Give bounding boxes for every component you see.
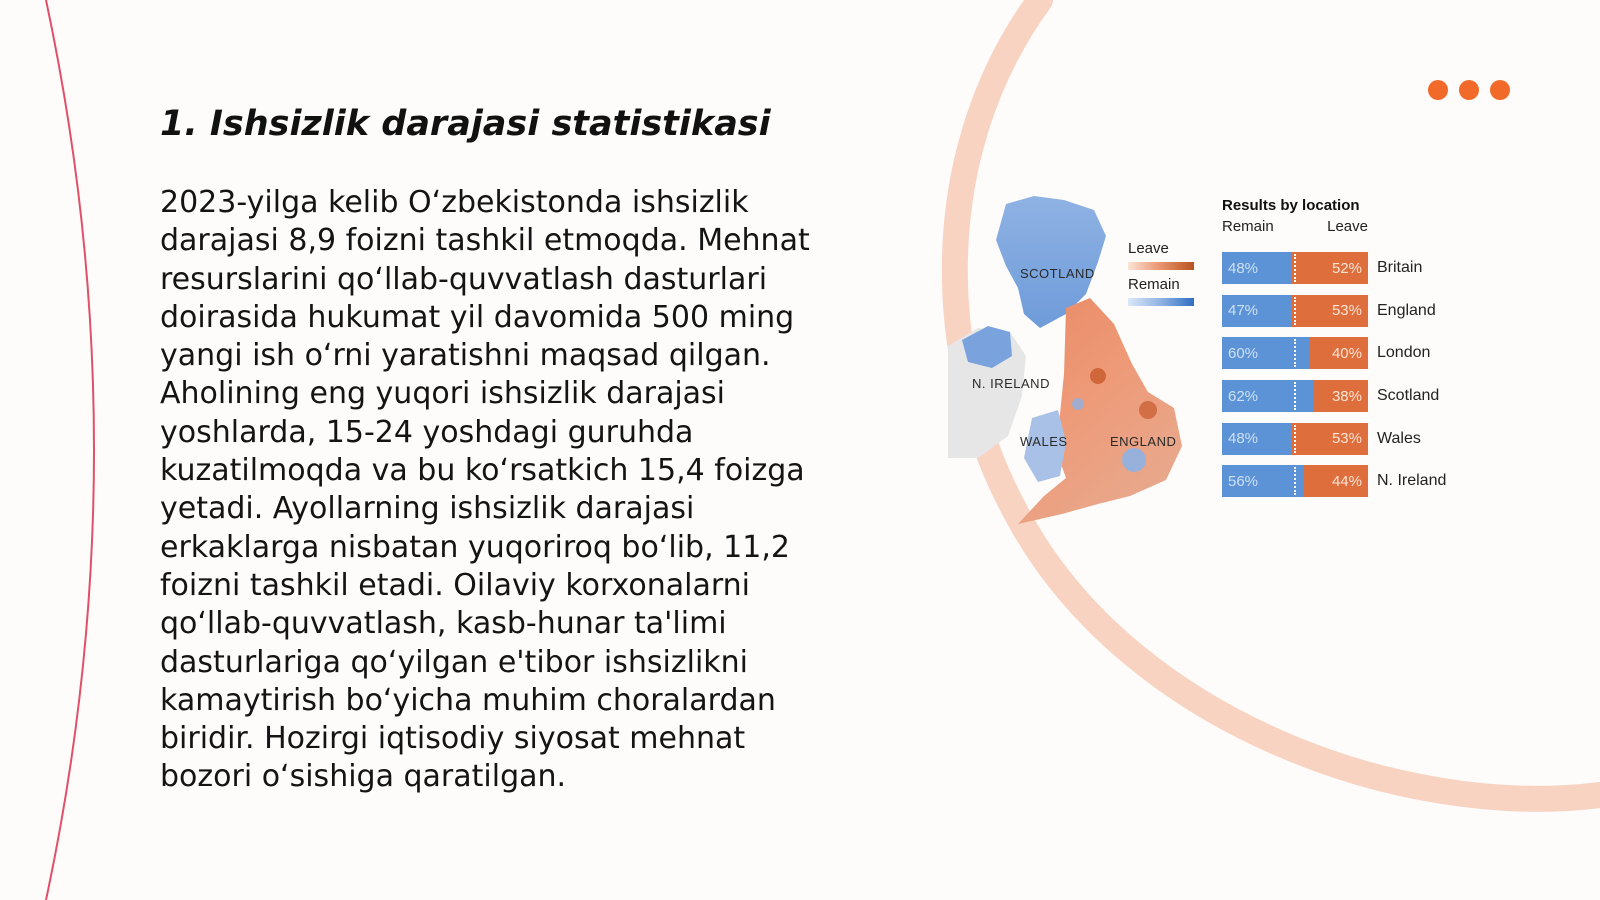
legend-leave-label: Leave (1128, 240, 1169, 257)
leave-segment: 38% (1313, 380, 1368, 412)
remain-segment: 47% (1222, 295, 1291, 327)
result-bar (1222, 380, 1368, 412)
remain-segment: 48% (1222, 423, 1291, 455)
leave-segment: 40% (1310, 337, 1368, 369)
slide-title: 1. Ishsizlik darajasi statistikasi (160, 104, 771, 144)
legend-remain-label: Remain (1128, 276, 1180, 293)
result-bar (1222, 337, 1368, 369)
dot (1490, 80, 1510, 100)
map-label-n-ireland: N. IRELAND (972, 376, 1050, 391)
location-label: London (1377, 344, 1431, 362)
dot (1428, 80, 1448, 100)
results-rows (1222, 252, 1472, 497)
remain-segment: 48% (1222, 252, 1292, 284)
result-row (1222, 252, 1472, 284)
legend-remain-scale (1128, 298, 1194, 306)
legend-leave-scale (1128, 262, 1194, 270)
result-bar (1222, 465, 1368, 497)
fifty-percent-line (1294, 339, 1296, 367)
result-bar (1222, 423, 1368, 455)
location-label: N. Ireland (1377, 472, 1447, 490)
location-label: Wales (1377, 429, 1421, 447)
leave-segment: 53% (1291, 423, 1368, 455)
fifty-percent-line (1294, 467, 1296, 495)
leave-segment: 53% (1291, 295, 1368, 327)
result-row (1222, 423, 1472, 455)
remain-header: Remain (1222, 218, 1274, 235)
remain-segment: 60% (1222, 337, 1310, 369)
location-label: England (1377, 301, 1436, 319)
dot (1459, 80, 1479, 100)
result-row (1222, 295, 1472, 327)
result-row (1222, 380, 1472, 412)
fifty-percent-line (1294, 297, 1296, 325)
slide-body-text: 2023-yilga kelib O‘zbekistonda ishsizlik darajasi 8,9 foizni tashkil etmoqda. Mehnat resurslarini qo‘llab-quvvatlash dasturlari doirasida hukumat yil davomida 500 ming yangi ish o‘rni yaratishni maqsad qilgan. Aholining eng yuqori ishsizlik darajasi yoshlarda, 15-24 yoshdagi guruhda kuzatilmoqda va bu ko‘rsatkich 15,4 foizga yetadi. Ayollarning ishsizlik darajasi erkaklarga nisbatan yuqoriroq bo‘lib, 11,2 foizni tashkil etadi. Oilaviy korxonalarni qo‘llab-quvvatlash, kasb-hunar ta'limi dasturlariga qo‘yilgan e'tibor ishsizlikni kamaytirish bo‘yicha muhim choralardan biridir. Hozirgi iqtisodiy siyosat mehnat bozori o‘sishiga qaratilgan. (160, 185, 810, 795)
results-title: Results by location (1222, 197, 1360, 214)
left-frame-curve (46, 0, 94, 900)
location-label: Britain (1377, 259, 1423, 276)
leave-segment: 52% (1292, 252, 1368, 284)
results-by-location (1222, 196, 1472, 508)
fifty-percent-line (1294, 382, 1296, 410)
leave-header: Leave (1327, 218, 1368, 235)
result-bar (1222, 252, 1368, 284)
map-label-wales: WALES (1020, 434, 1068, 449)
result-row (1222, 465, 1472, 497)
leave-segment: 44% (1304, 465, 1368, 497)
brexit-results-figure (948, 196, 1488, 536)
england-shape (1018, 298, 1182, 524)
remain-segment: 56% (1222, 465, 1304, 497)
location-label: Scotland (1377, 387, 1440, 405)
remain-segment: 62% (1222, 380, 1313, 412)
result-bar (1222, 295, 1368, 327)
result-row (1222, 337, 1472, 369)
fifty-percent-line (1294, 425, 1296, 453)
map-label-england: ENGLAND (1110, 434, 1177, 449)
results-header (1222, 218, 1368, 240)
map-label-scotland: SCOTLAND (1020, 266, 1095, 281)
fifty-percent-line (1294, 254, 1296, 282)
decorative-dots (1428, 80, 1510, 100)
